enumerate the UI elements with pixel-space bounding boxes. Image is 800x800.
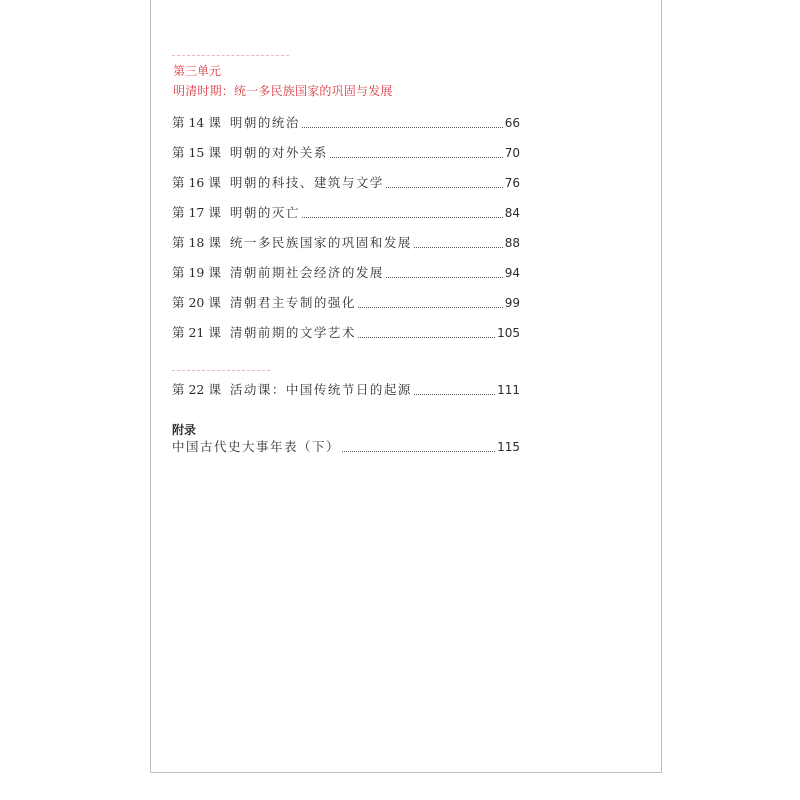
- unit-title: 明清时期：统一多民族国家的巩固与发展: [173, 84, 393, 98]
- lesson-number: 第 15 课: [172, 145, 221, 160]
- toc-entry-lesson-16[interactable]: [172, 174, 520, 192]
- lesson-number: 第 19 课: [172, 265, 221, 280]
- toc-entry-appendix-chronology[interactable]: [172, 438, 520, 456]
- dot-leader: [358, 337, 495, 338]
- appendix-entry-title: 中国古代史大事年表（下）: [172, 439, 341, 454]
- activity-separator-rule: [172, 370, 270, 371]
- page-number: 105: [497, 326, 520, 340]
- lesson-number: 第 17 课: [172, 205, 221, 220]
- lesson-number: 第 16 课: [172, 175, 221, 190]
- lesson-title: 清朝前期的文学艺术: [229, 325, 356, 340]
- lesson-number: 第 21 课: [172, 325, 221, 340]
- page-number: 94: [504, 266, 520, 280]
- dot-leader: [342, 451, 495, 452]
- dot-leader: [386, 187, 503, 188]
- page-number: 88: [504, 236, 520, 250]
- dot-leader: [302, 127, 503, 128]
- dot-leader: [358, 307, 503, 308]
- toc-entry-lesson-17[interactable]: [172, 204, 520, 222]
- dot-leader: [330, 157, 503, 158]
- lesson-title: 清朝君主专制的强化: [229, 295, 356, 310]
- page-number: 76: [504, 176, 520, 190]
- lesson-number: 第 20 课: [172, 295, 221, 310]
- toc-entry-lesson-15[interactable]: [172, 144, 520, 162]
- page-number: 66: [504, 116, 520, 130]
- lesson-title: 明朝的灭亡: [229, 205, 300, 220]
- toc-entry-lesson-20[interactable]: [172, 294, 520, 312]
- toc-entry-lesson-19[interactable]: [172, 264, 520, 282]
- dot-leader: [386, 277, 503, 278]
- lesson-number: 第 14 课: [172, 115, 221, 130]
- lesson-title: 活动课：中国传统节日的起源: [229, 382, 412, 397]
- toc-entry-activity[interactable]: [172, 381, 520, 399]
- page-number: 99: [504, 296, 520, 310]
- page-number: 70: [504, 146, 520, 160]
- unit-label: 第三单元: [173, 64, 222, 78]
- toc-entry-lesson-18[interactable]: [172, 234, 520, 252]
- page-number: 111: [497, 383, 520, 397]
- lesson-title: 清朝前期社会经济的发展: [229, 265, 384, 280]
- page-number: 115: [497, 440, 520, 454]
- lesson-number: 第 22 课: [172, 382, 221, 397]
- unit-top-rule: [172, 55, 289, 56]
- lesson-title: 明朝的对外关系: [229, 145, 328, 160]
- toc-entry-lesson-21[interactable]: [172, 324, 520, 342]
- lesson-title: 明朝的科技、建筑与文学: [229, 175, 384, 190]
- lesson-number: 第 18 课: [172, 235, 221, 250]
- page-number: 84: [504, 206, 520, 220]
- lesson-title: 明朝的统治: [229, 115, 300, 130]
- dot-leader: [414, 247, 503, 248]
- dot-leader: [302, 217, 503, 218]
- dot-leader: [414, 394, 495, 395]
- toc-entry-lesson-14[interactable]: [172, 114, 520, 132]
- lesson-title: 统一多民族国家的巩固和发展: [229, 235, 412, 250]
- appendix-heading: 附录: [172, 423, 197, 437]
